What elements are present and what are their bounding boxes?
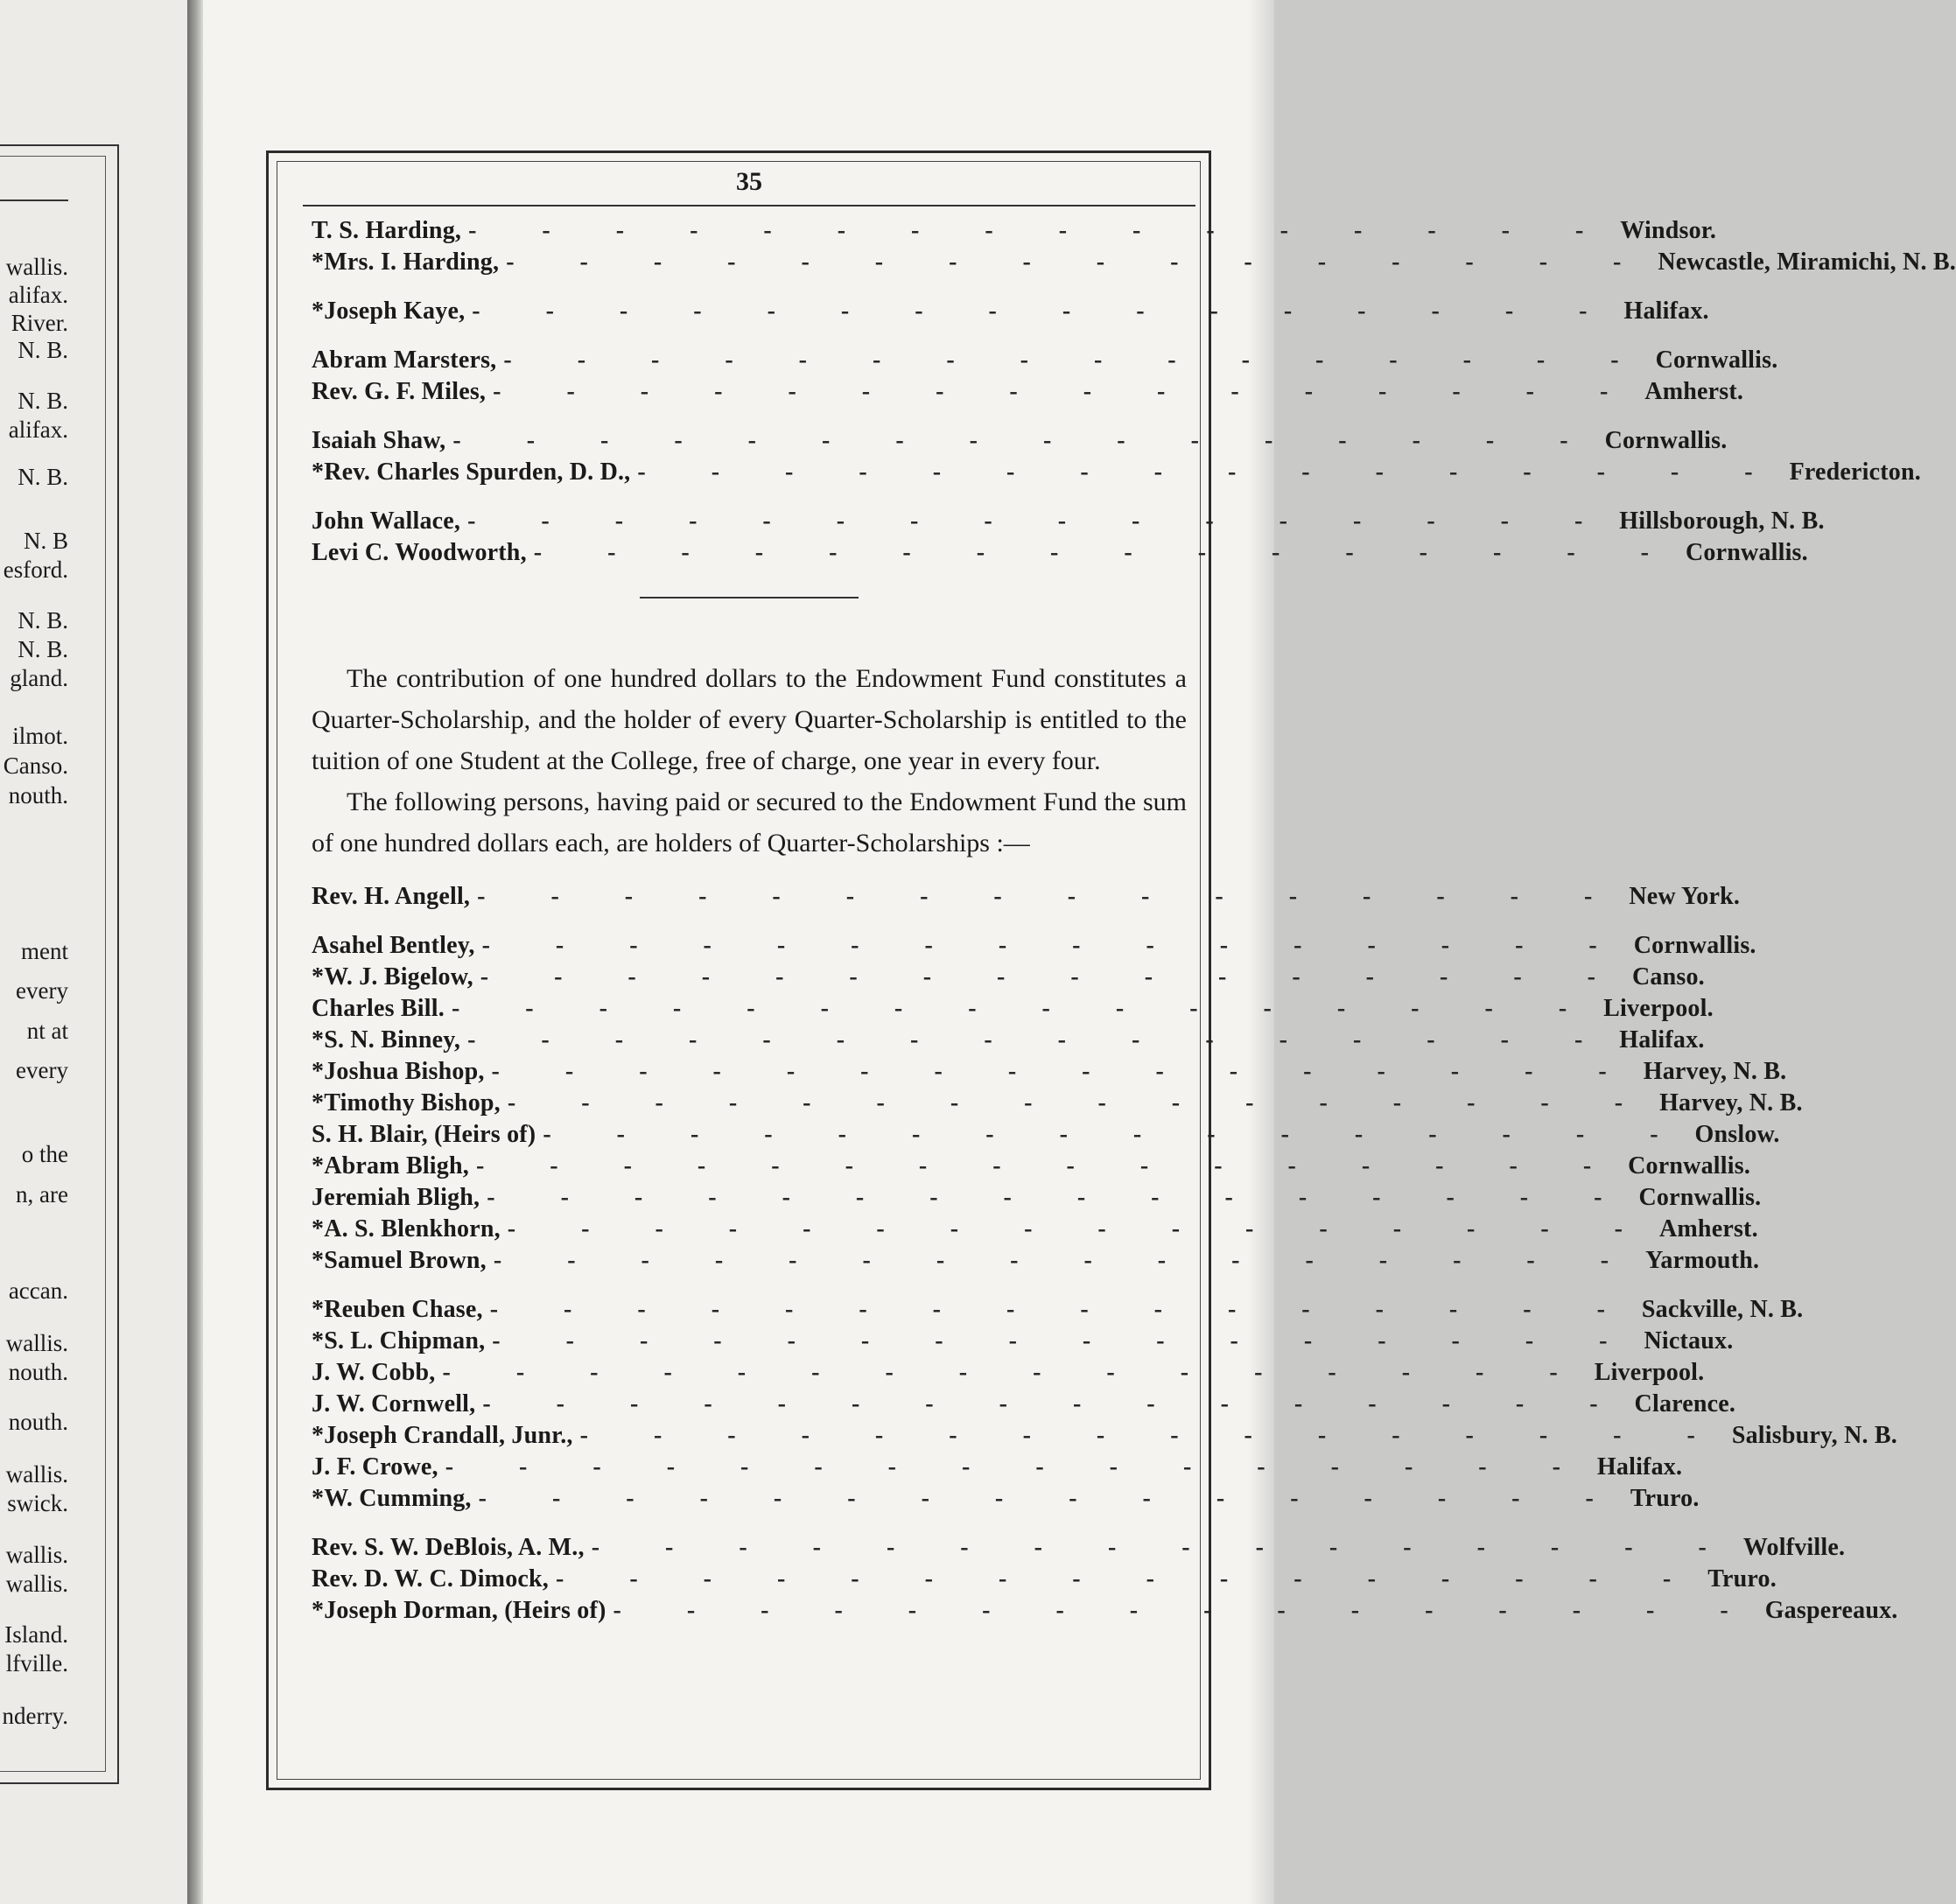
person-name: *S. N. Binney, [312,1026,461,1054]
dot-leader: - - - - - - - - - - - - - - - - [480,963,1625,990]
place-name: Amherst. [1658,1215,1758,1242]
place-name: Canso. [1631,963,1705,990]
facing-page-text-fragment: Island. [4,1621,68,1648]
facing-page-text-fragment: nt at [26,1018,68,1044]
dot-leader: - - - - - - - - - - - - - - - - [507,1089,1653,1116]
facing-page-text-fragment: N. B. [18,337,68,363]
list-item [312,1327,1734,1359]
dot-leader: - - - - - - - - - - - - - - - - [491,1058,1637,1085]
list-item [312,298,1709,329]
place-name: Liverpool. [1603,995,1714,1022]
list-item [312,1453,1683,1485]
person-name: Abram Marsters, [312,346,497,374]
facing-page-text-fragment: ment [21,938,68,964]
list-item [312,995,1714,1026]
dot-leader: - - - - - - - - - - - - - - - - [507,1215,1652,1242]
dot-leader: - - - - - - - - - - - - - - - - [637,458,1783,486]
list-group [312,346,1778,410]
place-name: Cornwallis. [1685,539,1808,566]
dot-leader: - - - - - - - - - - - - - - - - [481,932,1627,959]
facing-page-text-fragment: wallis. [5,1461,68,1488]
place-name: Wolfville. [1742,1534,1846,1561]
person-name: *Joshua Bishop, [312,1058,485,1085]
facing-page-rule [0,200,68,201]
person-name: *Rev. Charles Spurden, D. D., [312,458,631,486]
dot-leader: - - - - - - - - - - - - - - - - [543,1121,1688,1148]
place-name: Salisbury, N. B. [1731,1422,1897,1449]
person-name: *Samuel Brown, [312,1247,487,1274]
dot-leader: - - - - - - - - - - - - - - - - [468,217,1614,244]
person-name: *Timothy Bishop, [312,1089,501,1116]
person-name: John Wallace, [312,508,461,535]
person-name: *Joseph Crandall, Junr., [312,1422,573,1449]
person-name: *W. Cumming, [312,1485,472,1512]
place-name: New York. [1629,883,1741,910]
list-item [312,1247,1760,1278]
list-item [312,217,1717,248]
page [203,0,1956,1904]
person-name: J. W. Cornwell, [312,1390,476,1418]
list-item [312,427,1728,458]
list-item [312,1597,1898,1628]
facing-page-text-fragment: n, are [16,1181,68,1208]
dot-leader: - - - - - - - - - - - - - - - - [472,298,1617,325]
place-name: Gaspereaux. [1764,1597,1898,1624]
list-group [312,932,1803,1278]
person-name: Rev. G. F. Miles, [312,378,487,405]
person-name: *W. J. Bigelow, [312,963,473,990]
facing-page-text-fragment: accan. [8,1278,68,1304]
list-item [312,883,1741,914]
facing-page-text-fragment: wallis. [5,254,68,280]
person-name: Rev. D. W. C. Dimock, [312,1565,549,1592]
dot-leader: - - - - - - - - - - - - - - - - [442,1359,1588,1386]
facing-page-text-fragment: every [16,1057,68,1083]
dot-leader: - - - - - - - - - - - - - - - - [487,1184,1632,1211]
list-item [312,1296,1804,1327]
dot-leader: - - - - - - - - - - - - - - - - [493,378,1638,405]
facing-page-text-fragment: nouth. [8,1359,68,1385]
place-name: Nictaux. [1644,1327,1734,1354]
person-name: *Mrs. I. Harding, [312,248,500,276]
person-name: J. W. Cobb, [312,1359,436,1386]
header-rule [303,205,1195,206]
list-item [312,1215,1758,1247]
person-name: Rev. H. Angell, [312,883,471,910]
facing-page-text-fragment: wallis. [5,1571,68,1597]
dot-leader: - - - - - - - - - - - - - - - - [591,1534,1736,1561]
dot-leader: - - - - - - - - - - - - - - - - [452,427,1598,454]
list-item [312,932,1756,963]
facing-page-text-fragment: alifax. [8,416,68,443]
facing-page-text-fragment: wallis. [5,1330,68,1356]
place-name: Cornwallis. [1638,1184,1762,1211]
dot-leader: - - - - - - - - - - - - - - - - [489,1296,1635,1323]
person-name: *Joseph Kaye, [312,298,466,325]
person-name: *Joseph Dorman, (Heirs of) [312,1597,606,1624]
facing-page-text-fragment: o the [21,1141,68,1167]
endowment-paragraph: The contribution of one hundred dollars to the Endowment Fund constitutes a Quarter-Scholarship, and the holder of every Quarter-Scholarship is entitled to the tuition of one Student at the College, free of charge, one year in every four. [312,664,1187,775]
place-name: Hillsborough, N. B. [1619,508,1825,535]
list-item [312,1422,1897,1453]
book-gutter [187,0,203,1904]
place-name: Halifax. [1619,1026,1705,1054]
list-item [312,539,1808,570]
person-name: *Reuben Chase, [312,1296,483,1323]
list-item [312,1089,1803,1121]
person-name: J. F. Crowe, [312,1453,438,1480]
facing-page-text-fragment: ilmot. [12,723,68,749]
dot-leader: - - - - - - - - - - - - - - - - [613,1597,1758,1624]
place-name: Clarence. [1634,1390,1736,1418]
place-name: Windsor. [1620,217,1717,244]
list-item [312,1184,1762,1215]
place-name: Cornwallis. [1655,346,1778,374]
section-divider [640,597,859,598]
person-name: Jeremiah Bligh, [312,1184,480,1211]
list-group [312,883,1741,914]
list-group [312,1296,1897,1516]
list-item [312,1534,1846,1565]
list-item [312,1058,1787,1089]
facing-page-text-fragment: lfville. [5,1650,68,1676]
scholarship-holders-list [312,883,1898,1628]
place-name: Halifax. [1596,1453,1683,1480]
place-name: Onslow. [1694,1121,1780,1148]
facing-page-text-fragment: wallis. [5,1542,68,1568]
list-group [312,508,1825,570]
dot-leader: - - - - - - - - - - - - - - - - [475,1152,1622,1180]
dot-leader: - - - - - - - - - - - - - - - - [477,883,1623,910]
list-item [312,963,1705,995]
place-name: Harvey, N. B. [1659,1089,1803,1116]
facing-page-text-fragment: N. B. [18,607,68,634]
dot-leader: - - - - - - - - - - - - - - - - [506,248,1651,276]
dot-leader: - - - - - - - - - - - - - - - - [478,1485,1623,1512]
place-name: Cornwallis. [1633,932,1756,959]
facing-page [0,0,187,1904]
person-name: Isaiah Shaw, [312,427,446,454]
list-item [312,1565,1777,1597]
list-item [312,1121,1780,1152]
person-name: T. S. Harding, [312,217,462,244]
dot-leader: - - - - - - - - - - - - - - - - [467,508,1613,535]
facing-page-text-fragment: N. B [23,528,68,554]
list-item [312,346,1778,378]
list-group [312,298,1709,329]
place-name: Yarmouth. [1645,1247,1760,1274]
place-name: Liverpool. [1594,1359,1705,1386]
list-item [312,458,1921,490]
facing-page-text-fragment: esford. [3,556,68,583]
facing-page-text-fragment: N. B. [18,388,68,414]
person-name: *Abram Bligh, [312,1152,469,1180]
list-item [312,378,1744,410]
list-item [312,1485,1700,1516]
holders-paragraph: The following persons, having paid or secured to the Endowment Fund the sum of one hundred dollars each, are holders of Quarter-Scholarships :— [312,788,1187,858]
place-name: Newcastle, Miramichi, N. B. [1658,248,1956,276]
dot-leader: - - - - - - - - - - - - - - - - [445,1453,1590,1480]
person-name: Levi C. Woodworth, [312,539,527,566]
facing-page-text-fragment: swick. [7,1490,68,1516]
facing-page-text-fragment: N. B. [18,636,68,662]
place-name: Truro. [1707,1565,1777,1592]
facing-page-text-fragment: nouth. [8,782,68,808]
facing-page-text-fragment: gland. [10,665,68,691]
dot-leader: - - - - - - - - - - - - - - - - [493,1247,1639,1274]
place-name: Amherst. [1644,378,1744,405]
facing-page-text-fragment: River. [11,310,68,336]
dot-leader: - - - - - - - - - - - - - - - - [492,1327,1637,1354]
list-item [312,508,1825,539]
list-item [312,1152,1751,1184]
facing-page-text-fragment: Canso. [3,752,68,779]
person-name: S. H. Blair, (Heirs of) [312,1121,536,1148]
facing-page-text-fragment: nderry. [2,1703,68,1729]
list-item [312,1359,1705,1390]
dot-leader: - - - - - - - - - - - - - - - - [451,995,1597,1022]
place-name: Sackville, N. B. [1641,1296,1804,1323]
place-name: Halifax. [1623,298,1709,325]
list-item [312,1390,1736,1422]
dot-leader: - - - - - - - - - - - - - - - - [503,346,1649,374]
facing-page-text-fragment: alifax. [8,282,68,308]
dot-leader: - - - - - - - - - - - - - - - - [482,1390,1628,1418]
place-name: Truro. [1630,1485,1700,1512]
benefactor-list [312,217,1956,570]
person-name: *S. L. Chipman, [312,1327,486,1354]
facing-page-text-fragment: N. B. [18,464,68,490]
place-name: Fredericton. [1789,458,1921,486]
person-name: Charles Bill. [312,995,445,1022]
place-name: Cornwallis. [1628,1152,1751,1180]
list-item [312,248,1956,280]
page-content [312,163,1956,1646]
dot-leader: - - - - - - - - - - - - - - - - [579,1422,1725,1449]
person-name: Asahel Bentley, [312,932,475,959]
place-name: Cornwallis. [1604,427,1728,454]
person-name: *A. S. Blenkhorn, [312,1215,501,1242]
list-item [312,1026,1705,1058]
dot-leader: - - - - - - - - - - - - - - - - [556,1565,1701,1592]
person-name: Rev. S. W. DeBlois, A. M., [312,1534,585,1561]
facing-page-text-fragment: nouth. [8,1409,68,1435]
list-group [312,427,1921,490]
facing-page-text-fragment: every [16,977,68,1004]
dot-leader: - - - - - - - - - - - - - - - - [533,539,1679,566]
dot-leader: - - - - - - - - - - - - - - - - [467,1026,1613,1054]
place-name: Harvey, N. B. [1643,1058,1787,1085]
page-number: 35 [736,167,762,196]
list-group [312,217,1956,280]
list-group [312,1534,1898,1628]
